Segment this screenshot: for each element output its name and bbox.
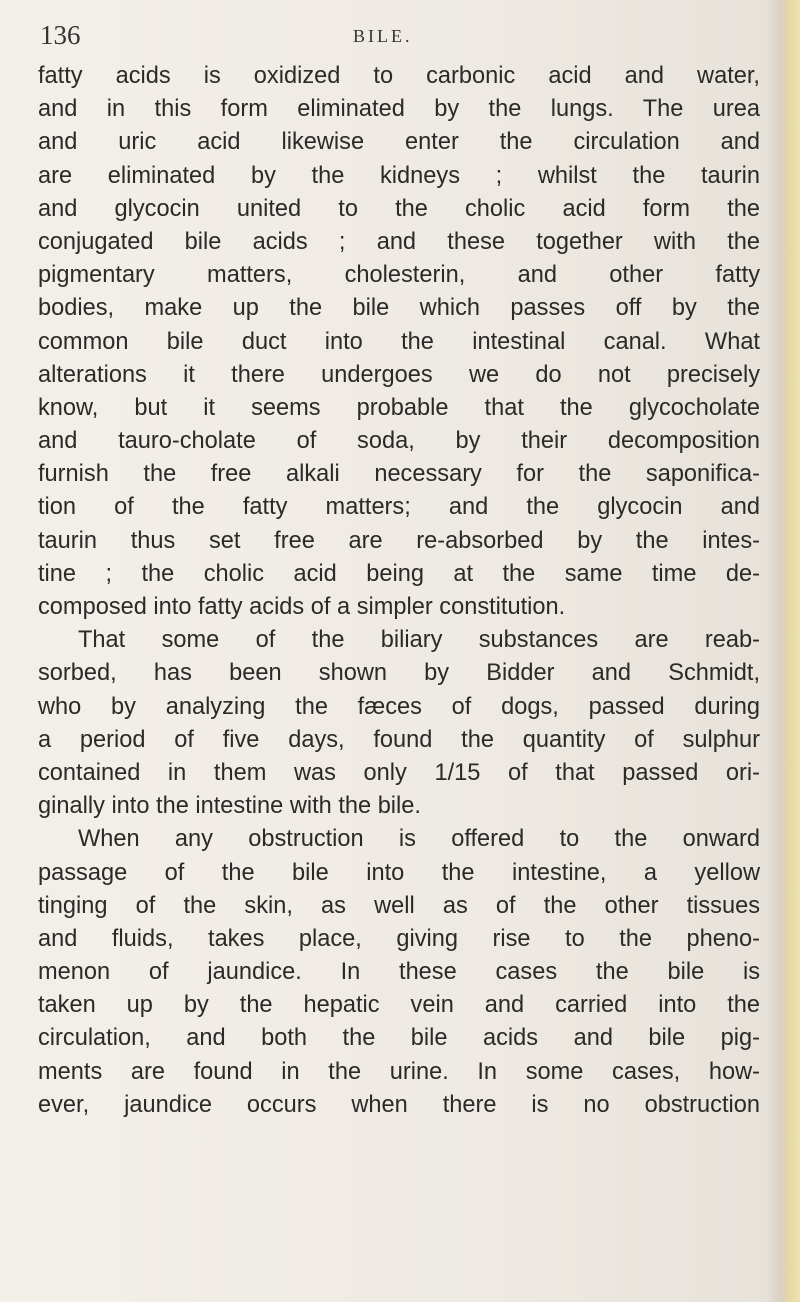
text-line: sorbed, has been shown by Bidder and Schmidt,	[38, 660, 760, 687]
text-line: contained in them was only 1/15 of that passed ori-	[38, 759, 760, 786]
text-line: bodies, make up the bile which passes off by the	[38, 295, 760, 322]
text-line: furnish the free alkali necessary for the saponifica-	[38, 461, 760, 488]
text-line: When any obstruction is offered to the onward	[78, 826, 760, 853]
text-line: and glycocin united to the cholic acid form the	[38, 195, 760, 222]
text-line: and uric acid likewise enter the circulation and	[38, 129, 760, 156]
text-line: who by analyzing the fæces of dogs, passed during	[38, 693, 760, 720]
body-text	[38, 60, 760, 1122]
text-line: and fluids, takes place, giving rise to the pheno-	[38, 925, 760, 952]
text-line: ginally into the intestine with the bile.	[38, 793, 421, 820]
text-line: fatty acids is oxidized to carbonic acid and water,	[38, 63, 760, 89]
text-line: know, but it seems probable that the glycocholate	[38, 394, 760, 421]
text-line: a period of five days, found the quantity of sulphur	[38, 726, 760, 753]
page-edge	[766, 0, 800, 1302]
page-number: 136	[40, 20, 81, 50]
text-line: menon of jaundice. In these cases the bile is	[38, 959, 760, 986]
text-line: are eliminated by the kidneys ; whilst the taurin	[38, 162, 760, 189]
text-line: and tauro-cholate of soda, by their decomposition	[38, 428, 760, 455]
text-line: ever, jaundice occurs when there is no obstruction	[38, 1091, 760, 1118]
text-line: tinging of the skin, as well as of the other tissues	[38, 892, 760, 919]
text-line: circulation, and both the bile acids and bile pig-	[38, 1025, 760, 1052]
page-header	[40, 20, 760, 52]
running-head: BILE.	[353, 26, 413, 46]
text-line: conjugated bile acids ; and these together with the	[38, 228, 760, 255]
text-line: tine ; the cholic acid being at the same time de-	[38, 560, 760, 587]
text-line: pigmentary matters, cholesterin, and other fatty	[38, 262, 760, 289]
text-line: passage of the bile into the intestine, a yellow	[38, 859, 760, 886]
text-line: composed into fatty acids of a simpler constitution.	[38, 594, 566, 620]
text-line: taken up by the hepatic vein and carried into the	[38, 992, 760, 1019]
text-line: common bile duct into the intestinal canal. What	[38, 328, 760, 355]
text-line: tion of the fatty matters; and the glycocin and	[38, 494, 760, 521]
text-line: That some of the biliary substances are reab-	[78, 627, 760, 654]
text-line: and in this form eliminated by the lungs. The urea	[38, 96, 760, 123]
text-line: ments are found in the urine. In some cases, how-	[38, 1058, 760, 1085]
text-line: taurin thus set free are re-absorbed by the intes-	[38, 527, 760, 554]
text-line: alterations it there undergoes we do not precisely	[38, 361, 760, 388]
